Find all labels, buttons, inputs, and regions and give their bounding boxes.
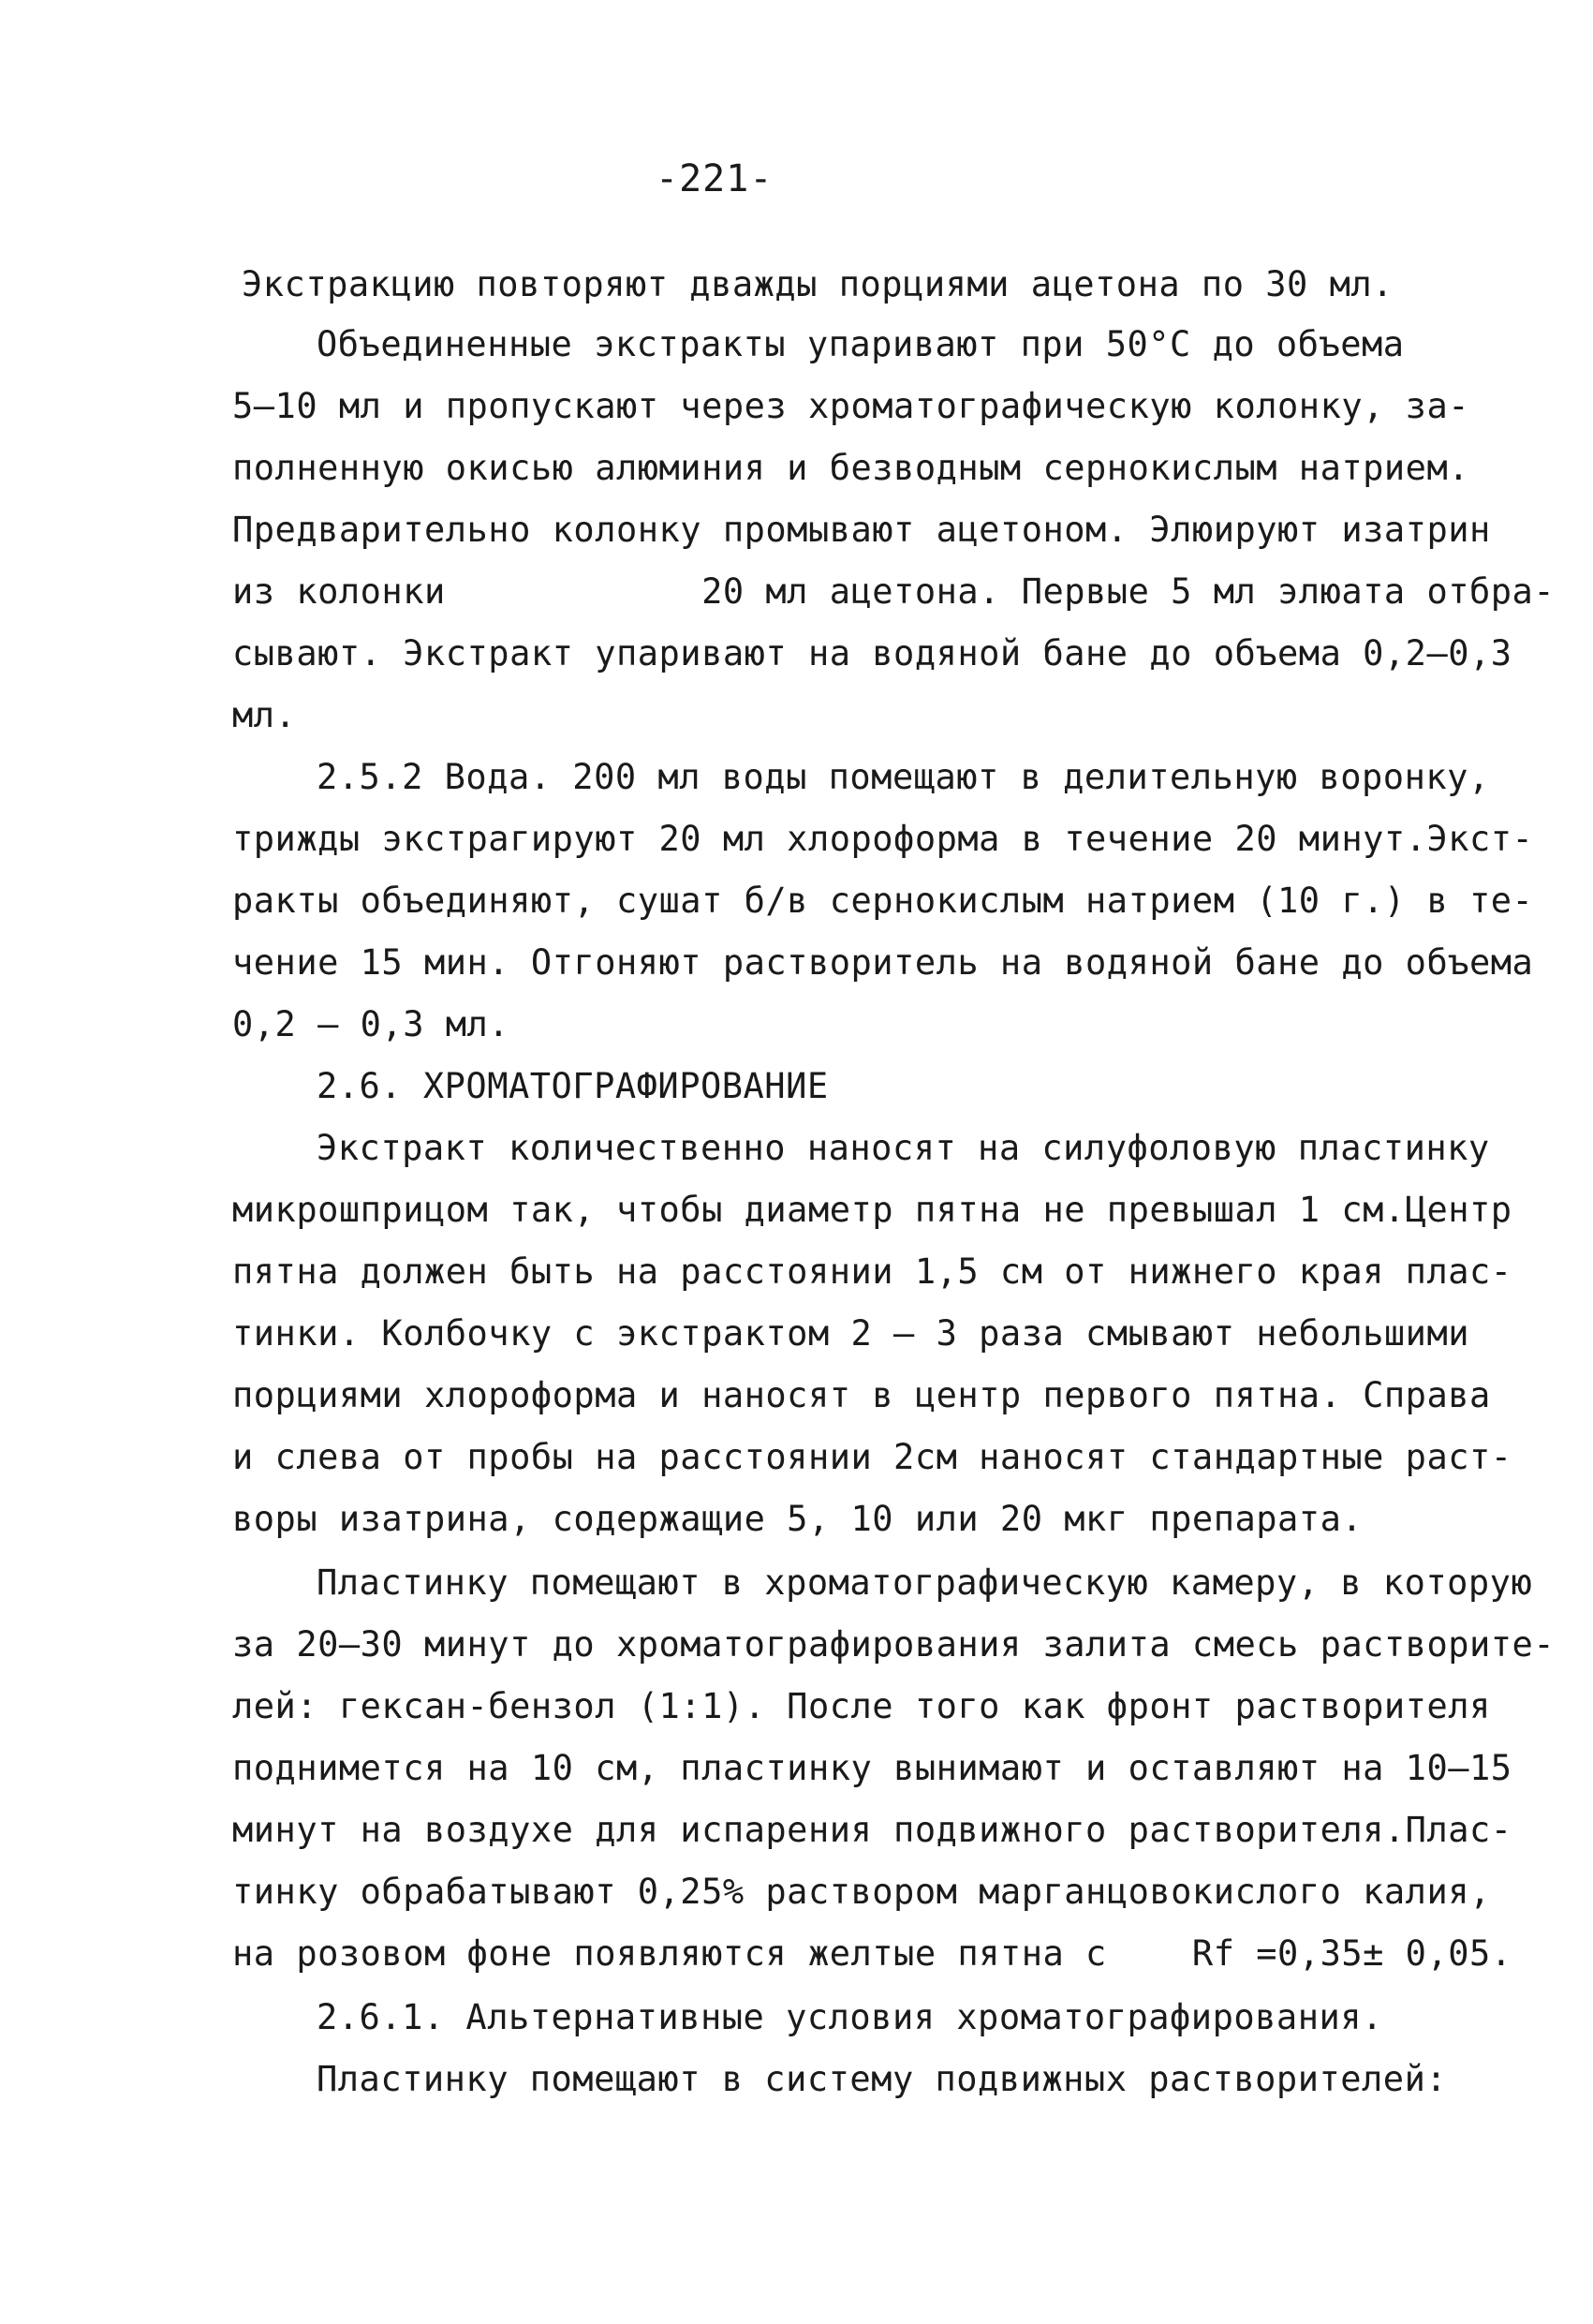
text-line: поднимется на 10 см, пластинку вынимают и оставляют на 10–15 <box>232 1748 1512 1788</box>
text-line: воры изатрина, содержащие 5, 10 или 20 мкг препарата. <box>232 1499 1364 1539</box>
text-line: полненную окисью алюминия и безводным сернокислым натрием. <box>232 448 1470 488</box>
text-line: за 20–30 минут до хроматографирования залита смесь растворите- <box>232 1624 1556 1665</box>
section-heading: 2.6. ХРОМАТОГРАФИРОВАНИЕ <box>317 1066 829 1106</box>
text-line: на розовом фоне появляются желтые пятна с Rf =0,35± 0,05. <box>232 1933 1512 1974</box>
page-number: -221- <box>656 157 774 200</box>
section-heading: 2.5.2 Вода. 200 мл воды помещают в делительную воронку, <box>317 757 1490 797</box>
text-line: 5–10 мл и пропускают через хроматографическую колонку, за- <box>232 386 1470 426</box>
text-line: порциями хлороформа и наносят в центр первого пятна. Справа <box>232 1375 1491 1415</box>
text-line: пятна должен быть на расстоянии 1,5 см от нижнего края плас- <box>232 1251 1512 1292</box>
text-line: Пластинку помещают в хроматографическую камеру, в которую <box>317 1562 1533 1603</box>
text-line: трижды экстрагируют 20 мл хлороформа в течение 20 минут.Экст- <box>232 819 1534 859</box>
text-line: Объединенные экстракты упаривают при 50°С до объема <box>317 324 1405 364</box>
text-line: Экстракцию повторяют дважды порциями ацетона по 30 мл. <box>242 264 1394 304</box>
text-line: 0,2 – 0,3 мл. <box>232 1004 510 1044</box>
text-line: тинки. Колбочку с экстрактом 2 – 3 раза смывают небольшими <box>232 1313 1470 1354</box>
text-line: Пластинку помещают в систему подвижных растворителей: <box>317 2059 1448 2099</box>
text-line: из колонки 20 мл ацетона. Первые 5 мл элюата отбра- <box>232 571 1556 612</box>
text-line: лей: гексан-бензол (1:1). После того как фронт растворителя <box>232 1686 1491 1726</box>
text-line: сывают. Экстракт упаривают на водяной бане до объема 0,2–0,3 <box>232 633 1512 674</box>
section-heading: 2.6.1. Альтернативные условия хроматографирования. <box>317 1997 1383 2037</box>
text-line: и слева от пробы на расстоянии 2см наносят стандартные раст- <box>232 1437 1512 1477</box>
text-line: тинку обрабатывают 0,25% раствором марганцовокислого калия, <box>232 1872 1491 1912</box>
text-line: Экстракт количественно наносят на силуфоловую пластинку <box>317 1128 1490 1168</box>
text-line: чение 15 мин. Отгоняют растворитель на водяной бане до объема <box>232 942 1534 983</box>
text-line: мл. <box>232 695 297 735</box>
text-line: Предварительно колонку промывают ацетоном. Элюируют изатрин <box>232 510 1491 550</box>
text-line: микрошприцом так, чтобы диаметр пятна не превышал 1 см.Центр <box>232 1190 1512 1230</box>
text-line: ракты объединяют, сушат б/в сернокислым натрием (10 г.) в те- <box>232 881 1534 921</box>
text-line: минут на воздухе для испарения подвижного растворителя.Плас- <box>232 1810 1512 1850</box>
